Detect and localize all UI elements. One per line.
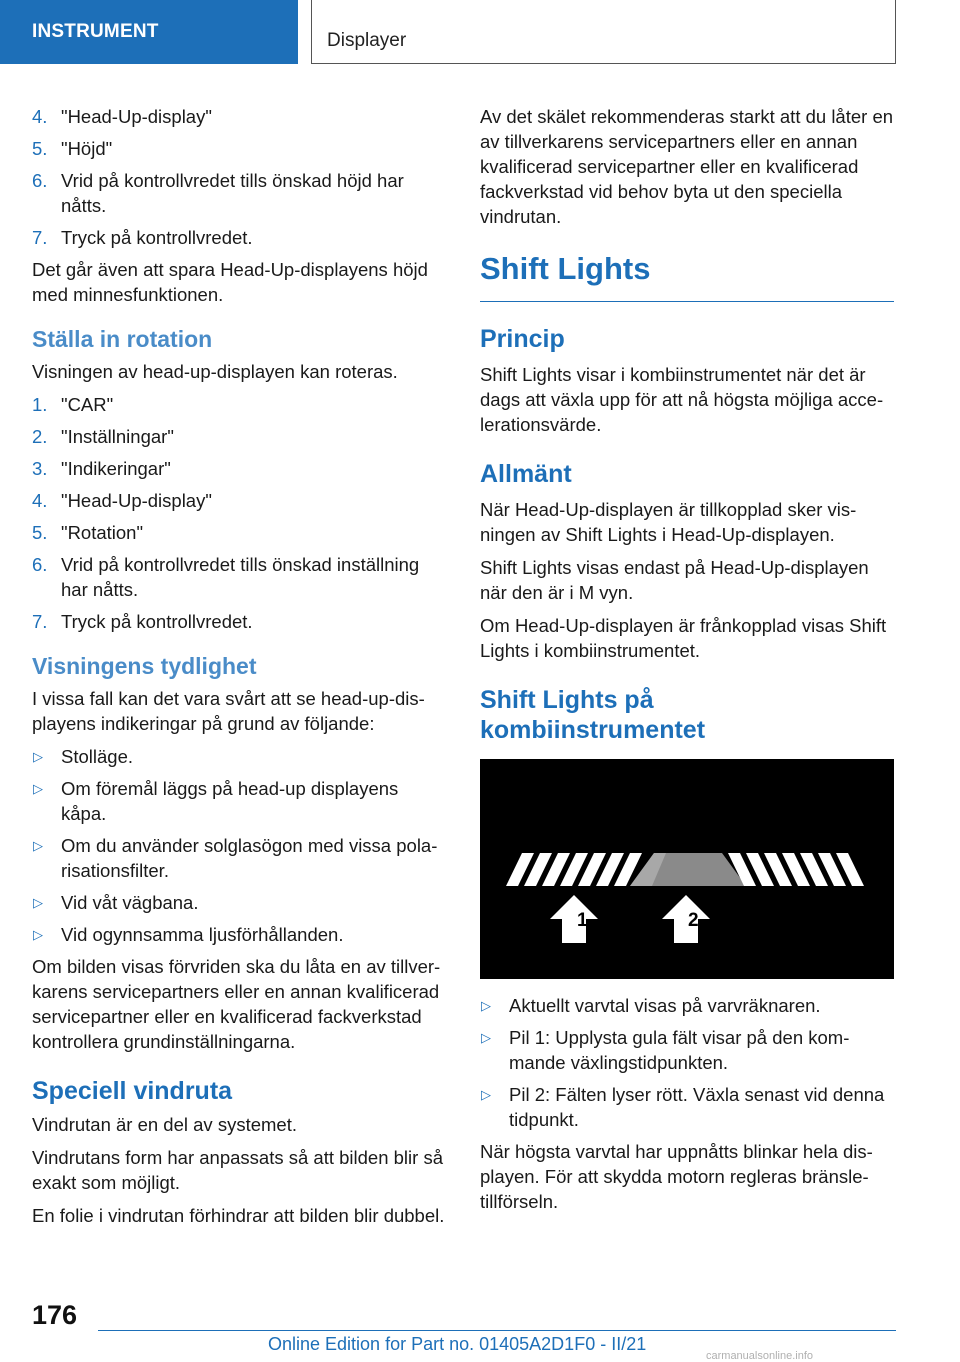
- arrow-1-label: 1: [577, 910, 588, 931]
- shift-lights-illustration: [480, 759, 894, 979]
- windshield-paragraph-2: Vindrutans form har anpassats så att bilden blir så exakt som möjligt.: [32, 1147, 443, 1193]
- clarity-bullets: [32, 744, 446, 947]
- list-item: 1. "CAR": [32, 394, 114, 415]
- list-item: ▷ Stolläge.: [33, 746, 133, 767]
- edition-text: Online Edition for Part no. 01405A2D1F0 - II/21: [268, 1334, 647, 1354]
- list-item: ▷ Pil 1: Upplysta gula fält visar på den kommande växlingstidpunkten.: [481, 1027, 850, 1073]
- triangle-bullet-icon: ▷: [33, 838, 43, 853]
- list-item: 6. Vrid på kontrollvredet tills önskad höjd har nåtts.: [32, 170, 404, 216]
- subsection-tab: Displayer: [311, 0, 896, 64]
- watermark: carmanualsonline.info: [706, 1350, 814, 1362]
- list-item: 7. Tryck på kontrollvredet.: [32, 227, 253, 248]
- rotation-paragraph: Visningen av head-up-displayen kan roteras.: [32, 361, 398, 382]
- triangle-bullet-icon: ▷: [481, 998, 491, 1013]
- windshield-paragraph-3: En folie i vindrutan förhindrar att bilden blir dubbel.: [32, 1205, 445, 1226]
- heading-clarity: Visningens tydlighet: [32, 653, 257, 679]
- general-paragraph-2: Shift Lights visas endast på Head-Up-displayen när den är i M vyn.: [480, 557, 869, 603]
- list-item: 4. "Head-Up-display": [32, 106, 212, 127]
- heading-general: Allmänt: [480, 460, 572, 488]
- clarity-paragraph: I vissa fall kan det vara svårt att se head-up-displayens indikeringar på grund av följande:: [32, 688, 425, 734]
- memory-paragraph: Det går även att spara Head-Up-displayens höjd med minnesfunktionen.: [32, 259, 428, 305]
- triangle-bullet-icon: ▷: [481, 1030, 491, 1045]
- list-item: ▷ Pil 2: Fälten lyser rött. Växla senast vid denna tidpunkt.: [481, 1084, 885, 1130]
- windshield-replace-paragraph: Av det skälet rekommenderas starkt att du låter en av tillverkarens servicepartners eller en annan kvalificerad servicepartner eller en kvalificerad fackverkstad vid behov byta ut den speciella vindrutan.: [480, 106, 894, 227]
- list-item: ▷ Vid våt vägbana.: [33, 892, 199, 913]
- triangle-bullet-icon: ▷: [33, 749, 43, 764]
- list-item: ▷ Vid ogynnsamma ljusförhållanden.: [33, 924, 344, 945]
- section-tab: INSTRUMENT: [0, 0, 298, 64]
- heading-shift-lights: Shift Lights: [480, 249, 894, 302]
- principle-paragraph: Shift Lights visar i kombiinstrumentet när det är dags att växla upp för att nå högsta möjliga accelerationsvärde.: [480, 364, 884, 435]
- shift-bullets: [480, 993, 894, 1132]
- heading-windshield: Speciell vindruta: [32, 1077, 233, 1105]
- windshield-paragraph-1: Vindrutan är en del av systemet.: [32, 1114, 297, 1135]
- list-item: 4. "Head-Up-display": [32, 490, 212, 511]
- footer-divider: [98, 1330, 896, 1331]
- right-column: [480, 104, 894, 1222]
- heading-kombi: Shift Lights på kombiinstrumentet: [480, 686, 706, 744]
- list-item: ▷ Aktuellt varvtal visas på varvräknaren.: [481, 995, 821, 1016]
- max-rpm-paragraph: När högsta varvtal har uppnåtts blinkar hela displayen. För att skydda motorn regleras bränsletillförseln.: [480, 1141, 873, 1212]
- distorted-paragraph: Om bilden visas förvriden ska du låta en av tillverkarens servicepartners eller en annan kvalificerad servicepartner eller en kvalificerad fackverkstad kontrollera grundinställningarna.: [32, 956, 441, 1052]
- list-item: 3. "Indikeringar": [32, 458, 171, 479]
- list-item: ▷ Om föremål läggs på head-up displayens kåpa.: [33, 778, 399, 824]
- list-item: 2. "Inställningar": [32, 426, 174, 447]
- height-steps: [32, 104, 446, 250]
- list-item: 7. Tryck på kontrollvredet.: [32, 611, 253, 632]
- list-item: ▷ Om du använder solglasögon med vissa polarisationsfilter.: [33, 835, 438, 881]
- triangle-bullet-icon: ▷: [481, 1087, 491, 1102]
- left-column: [32, 104, 446, 1236]
- heading-principle: Princip: [480, 325, 565, 353]
- list-item: 6. Vrid på kontrollvredet tills önskad inställning har nåtts.: [32, 554, 420, 600]
- general-paragraph-3: Om Head-Up-displayen är frånkopplad visas Shift Lights i kombiinstrumentet.: [480, 615, 887, 661]
- list-item: 5. "Höjd": [32, 138, 113, 159]
- triangle-bullet-icon: ▷: [33, 927, 43, 942]
- rotation-steps: [32, 392, 446, 634]
- list-item: 5. "Rotation": [32, 522, 144, 543]
- general-paragraph-1: När Head-Up-displayen är tillkopplad sker visningen av Shift Lights i Head-Up-displayen.: [480, 499, 857, 545]
- heading-rotation: Ställa in rotation: [32, 326, 213, 352]
- arrow-2-label: 2: [688, 910, 699, 931]
- triangle-bullet-icon: ▷: [33, 895, 43, 910]
- page-number: 176: [32, 1300, 78, 1330]
- triangle-bullet-icon: ▷: [33, 781, 43, 796]
